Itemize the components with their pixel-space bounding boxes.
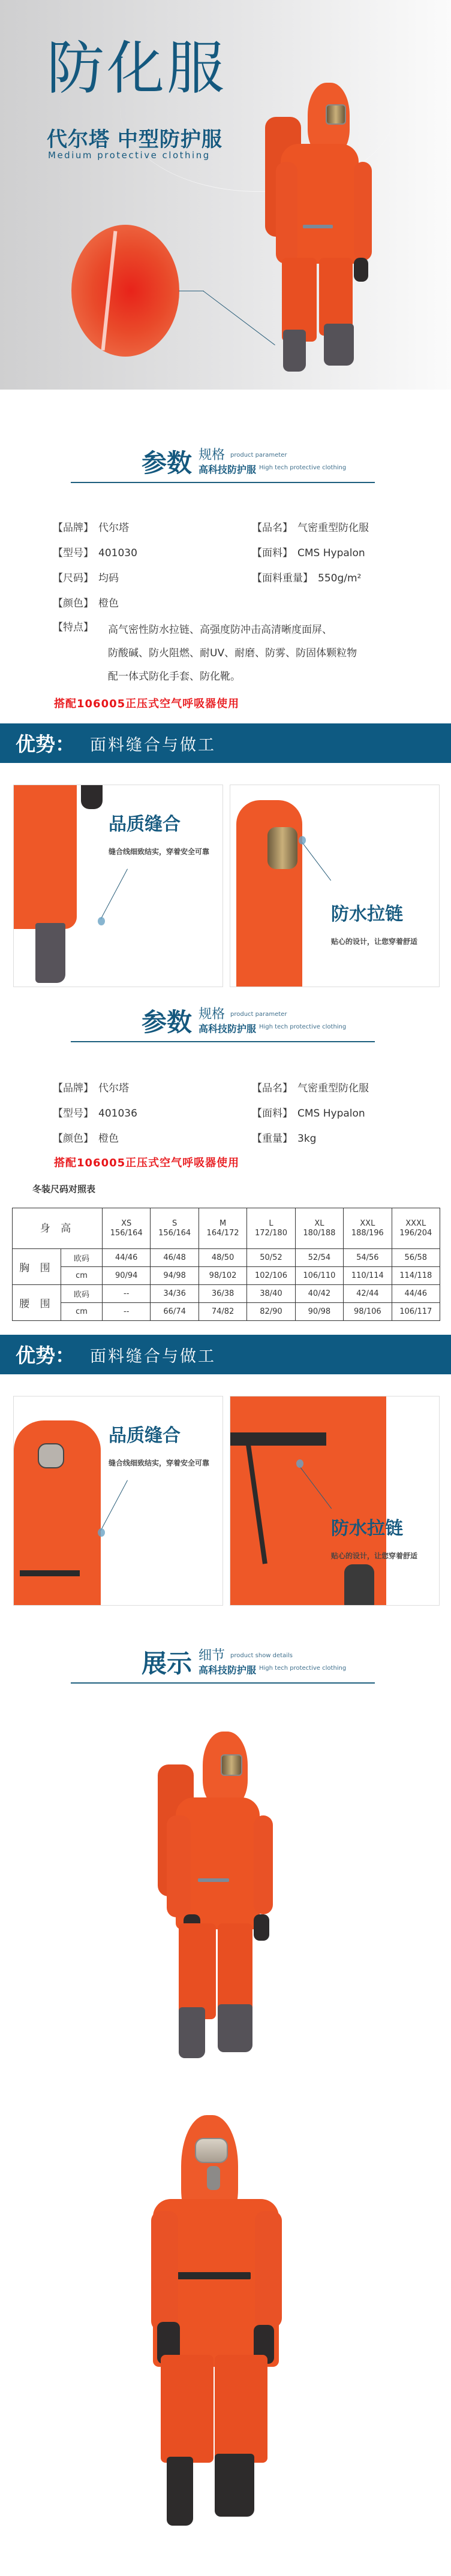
- panel-title: 防水拉链: [331, 1518, 403, 1539]
- section-subtitle-en: product parameter: [230, 452, 287, 459]
- glove-photo: [344, 1564, 374, 1606]
- feature-line: 配一体式防化手套、防化靴。: [108, 671, 240, 683]
- hazmat-suit-side-image: [155, 1726, 275, 2085]
- params-section-header: [0, 994, 451, 1060]
- section-subtitle: 细节: [199, 1648, 226, 1663]
- banner-title: 面料缝合与做工: [90, 736, 216, 755]
- section-tagline: 高科技防护服: [199, 1023, 257, 1034]
- panel-title: 品质缝合: [109, 814, 181, 835]
- section-title: 展示: [142, 1649, 193, 1678]
- banner-lead: 优势：: [16, 1344, 75, 1367]
- callout-dot: [299, 836, 306, 844]
- section-tagline: 高科技防护服: [199, 1664, 257, 1676]
- section-subtitle-en: product parameter: [230, 1011, 287, 1018]
- table-row: cm -- 66/74 74/82 82/90 90/98 98/106 106/117: [13, 1303, 440, 1321]
- callout-dot: [98, 917, 105, 925]
- spec-model: 【型号】 401030: [53, 547, 137, 559]
- boot-photo: [35, 923, 65, 983]
- spec-fabric: 【面料】 CMS Hypalon: [252, 1108, 365, 1120]
- callout-line: [101, 869, 128, 919]
- divider: [71, 482, 375, 483]
- section-title: 参数: [142, 1008, 193, 1037]
- table-row: 身 高 XS 156/164 S 156/164 M 164/172 L 172/180 XL 180/188 XXL 188/196 XXXL 196/204: [13, 1208, 440, 1249]
- belt-photo: [20, 1570, 80, 1576]
- section-title: 参数: [142, 448, 193, 478]
- hero-title: 防化服: [47, 35, 227, 102]
- section-tagline-en: High tech protective clothing: [259, 464, 347, 471]
- banner-title: 面料缝合与做工: [90, 1347, 216, 1366]
- glove-photo: [81, 785, 103, 809]
- section-tagline-en: High tech protective clothing: [259, 1024, 347, 1030]
- size-chart: [0, 1180, 451, 1318]
- callout-dot: [98, 1528, 105, 1537]
- display-image-front: [0, 2109, 451, 2539]
- table-row: 腰 围 欧码 -- 34/36 36/38 38/40 40/42 42/44 44/46: [13, 1285, 440, 1303]
- table-row: 胸 围 欧码 44/46 46/48 48/50 50/52 52/54 54/56 56/58: [13, 1249, 440, 1267]
- section-tagline-en: High tech protective clothing: [259, 1665, 347, 1672]
- facemask-photo: [38, 1443, 64, 1468]
- spec-color: 【颜色】 橙色: [53, 1133, 119, 1145]
- callout-line: [302, 842, 331, 880]
- spec-size: 【尺码】 均码: [53, 572, 119, 584]
- spec-color: 【颜色】 橙色: [53, 598, 119, 610]
- panel-seam-quality: [13, 785, 223, 987]
- panel-title: 防水拉链: [331, 904, 403, 925]
- compatibility-note: 搭配106005正压式空气呼吸器使用: [54, 1157, 240, 1169]
- size-table: [12, 1208, 440, 1321]
- suit-leg-photo: [14, 785, 77, 929]
- size-chart-title: 冬装尺码对照表: [32, 1184, 96, 1195]
- spec-model: 【型号】 401036: [53, 1108, 137, 1120]
- visor-photo: [267, 827, 297, 869]
- hero-subtitle-en: Medium protective clothing: [48, 150, 211, 161]
- section-subtitle: 规格: [199, 1007, 226, 1022]
- advantage-panels: [0, 1396, 451, 1636]
- hazmat-suit-image: [258, 78, 378, 378]
- hero-banner: [0, 0, 451, 390]
- display-section-header: [0, 1636, 451, 1702]
- belt-photo: [230, 1432, 326, 1446]
- spec-list-401030: 【品牌】 代尔塔 【品名】 气密重型防化服 【型号】 401030 【面料】 CMS Hypalon 【尺码】 均码 【面料重量】 550g/m² 【颜色】 橙色 【特点】 高气密性防水拉链、高强度防冲击高清晰度面屏、 防酸碱、防火阻燃、耐UV、耐磨、防雾、防固体颗粒物 配一体式防化手套、防化靴。 搭配106005正压式空气呼吸器使用: [0, 501, 451, 717]
- panel-seam-quality: [13, 1396, 223, 1606]
- hero-subtitle: 代尔塔 中型防护服: [47, 128, 223, 152]
- spec-brand: 【品牌】 代尔塔: [53, 1082, 129, 1094]
- spec-weight: 【重量】 3kg: [252, 1133, 317, 1145]
- callout-dot: [296, 1459, 303, 1468]
- divider: [71, 1682, 375, 1684]
- panel-description: 缝合线细致结实，穿着安全可靠: [109, 847, 210, 856]
- spec-product-name: 【品名】 气密重型防化服: [252, 1082, 369, 1094]
- spec-list-401036: [0, 1060, 451, 1180]
- section-tagline: 高科技防护服: [199, 464, 257, 475]
- panel-description: 缝合线细致结实，穿着安全可靠: [109, 1459, 210, 1467]
- advantage-banner: [0, 723, 451, 763]
- panel-waterproof-zipper: [230, 785, 440, 987]
- fabric-closeup-image: [71, 225, 179, 357]
- feature-line: 高气密性防水拉链、高强度防冲击高清晰度面屏、: [108, 624, 332, 636]
- advantage-panels: [0, 785, 451, 994]
- section-subtitle-en: product show details: [230, 1652, 293, 1659]
- spec-fabric-weight: 【面料重量】 550g/m²: [252, 572, 362, 584]
- feature-line: 防酸碱、防火阻燃、耐UV、耐磨、防雾、防固体颗粒物: [108, 647, 357, 659]
- divider: [71, 1041, 375, 1042]
- section-subtitle: 规格: [199, 448, 226, 463]
- compatibility-note: 搭配106005正压式空气呼吸器使用: [54, 698, 240, 710]
- spec-brand: 【品牌】 代尔塔: [53, 522, 129, 534]
- spec-product-name: 【品名】 气密重型防化服: [252, 522, 369, 534]
- spec-fabric: 【面料】 CMS Hypalon: [252, 547, 365, 559]
- banner-lead: 优势：: [16, 732, 75, 756]
- panel-description: 贴心的设计，让您穿着舒适: [331, 1552, 418, 1560]
- panel-waterproof-zipper: [230, 1396, 440, 1606]
- params-section-header: [0, 435, 451, 501]
- callout-line: [101, 1480, 128, 1531]
- table-row: cm 90/94 94/98 98/102 102/106 106/110 110/114 114/118: [13, 1267, 440, 1285]
- display-image-side: [0, 1702, 451, 2109]
- hazmat-suit-front-image: [144, 2115, 288, 2529]
- panel-title: 品质缝合: [109, 1425, 181, 1446]
- panel-description: 贴心的设计，让您穿着舒适: [331, 937, 418, 946]
- advantage-banner: [0, 1335, 451, 1374]
